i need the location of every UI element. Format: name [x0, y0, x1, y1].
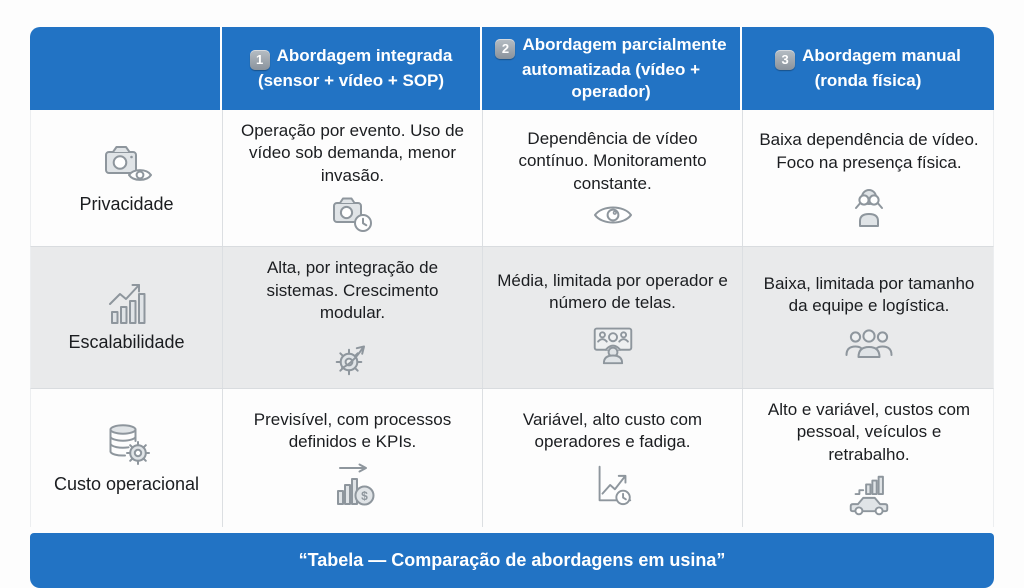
column-title-text: Abordagem manual (ronda física)	[802, 45, 961, 91]
cell-text: Previsível, com processos definidos e KPIs.	[253, 409, 452, 452]
column-title-text: Abordagem integrada (sensor + vídeo + SOP)	[257, 45, 453, 91]
column-title	[494, 34, 728, 103]
bar-chart-dollar-icon	[328, 461, 378, 507]
cell-text: Alto e variável, custos com pessoal, veículos e retrabalho.	[767, 399, 971, 464]
cell-text: Média, limitada por operador e número de telas.	[497, 270, 728, 312]
camera-clock-icon	[330, 194, 376, 236]
cell-escalabilidade-parcial	[483, 247, 743, 387]
table-caption-bar	[30, 533, 994, 588]
cell-text: Variável, alto custo com operadores e fadiga.	[522, 409, 703, 452]
person-binoculars-icon	[847, 181, 891, 227]
cell-text: Dependência de vídeo contínuo. Monitoramento constante.	[518, 129, 707, 193]
row-label-escalabilidade	[31, 247, 223, 387]
database-gear-icon	[102, 421, 152, 467]
keycap-3-icon: 3	[775, 50, 795, 70]
car-chart-icon	[844, 473, 894, 517]
cell-custo-integrada	[223, 389, 483, 527]
operators-screens-icon	[588, 321, 638, 365]
comparison-table-card	[30, 27, 994, 588]
row-label-privacidade	[31, 110, 223, 246]
cell-escalabilidade-integrada	[223, 247, 483, 387]
row-label-text: Escalabilidade	[68, 332, 185, 353]
cell-text: Baixa, limitada por tamanho da equipe e logística.	[763, 273, 975, 315]
cell-custo-manual	[743, 389, 995, 527]
header-cell-manual-approach	[742, 27, 994, 110]
cell-text: Alta, por integração de sistemas. Crescimento modular.	[266, 258, 439, 323]
table-header-row	[30, 27, 994, 110]
cell-escalabilidade-manual	[743, 247, 995, 387]
line-chart-clock-icon	[590, 461, 636, 507]
gear-arrow-icon	[330, 332, 376, 378]
keycap-1-icon: 1	[250, 50, 270, 70]
camera-eye-icon	[98, 141, 156, 187]
column-title	[754, 45, 982, 92]
table-row-privacidade	[30, 110, 994, 246]
header-cell-partially-automated-approach	[482, 27, 742, 110]
cell-text: Baixa dependência de vídeo. Foco na presença física.	[759, 130, 979, 172]
row-label-text: Privacidade	[79, 194, 174, 215]
eye-icon	[591, 202, 635, 228]
table-caption-text: “Tabela — Comparação de abordagens em usina”	[298, 549, 726, 570]
table-row-escalabilidade	[30, 246, 994, 387]
people-group-icon	[843, 324, 895, 362]
column-title	[234, 45, 468, 92]
bar-chart-growth-icon	[101, 281, 153, 325]
cell-privacidade-manual	[743, 110, 995, 246]
cell-text: Operação por evento. Uso de vídeo sob demanda, menor invasão.	[240, 121, 465, 185]
svg-text:$: $	[360, 488, 368, 503]
cell-privacidade-parcial	[483, 110, 743, 246]
row-label-text: Custo operacional	[53, 473, 200, 494]
cell-privacidade-integrada	[223, 110, 483, 246]
header-cell-empty	[30, 27, 222, 110]
keycap-2-icon: 2	[495, 39, 515, 59]
header-cell-integrated-approach	[222, 27, 482, 110]
row-label-custo-operacional	[31, 389, 223, 527]
column-title-text: Abordagem parcialmente automatizada (vídeo + operador)	[521, 35, 727, 102]
cell-custo-parcial	[483, 389, 743, 527]
table-row-custo-operacional	[30, 388, 994, 527]
